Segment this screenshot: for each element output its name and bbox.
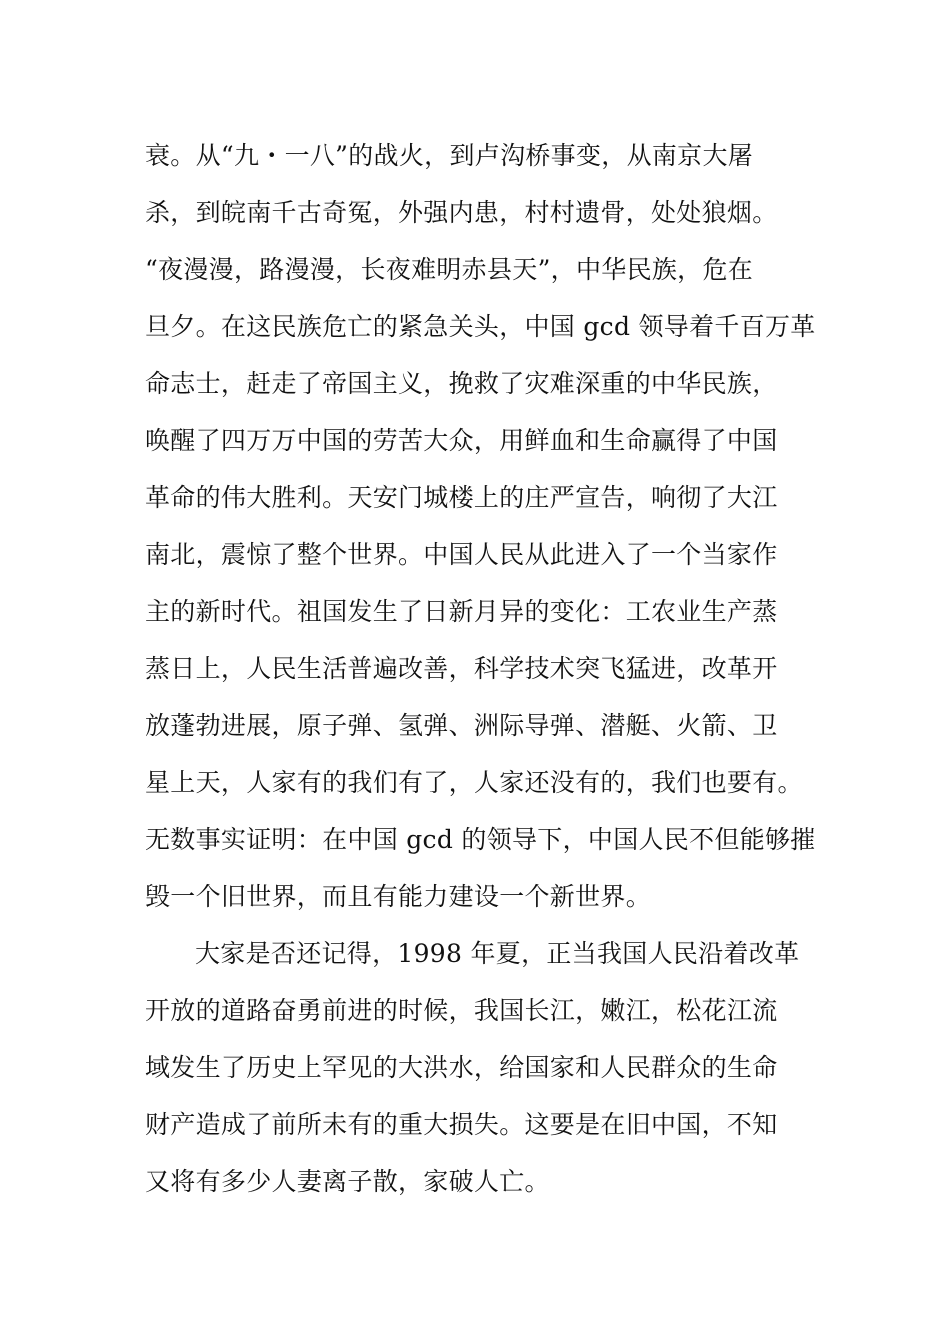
text-line: 开放的道路奋勇前进的时候，我国长江，嫩江，松花江流 [145,996,778,1025]
text-line: 革命的伟大胜利。天安门城楼上的庄严宣告，响彻了大江 [145,483,778,512]
text-line: 又将有多少人妻离子散，家破人亡。 [145,1167,550,1196]
text-line: 蒸日上，人民生活普遍改善，科学技术突飞猛进，改革开 [145,654,778,683]
text-line: 放蓬勃进展，原子弹、氢弹、洲际导弹、潜艇、火箭、卫 [145,711,778,740]
paragraph-1 [145,127,816,925]
text-line: 旦夕。在这民族危亡的紧急关头，中国 gcd 领导着千百万革 [145,312,816,341]
text-line: 无数事实证明：在中国 gcd 的领导下，中国人民不但能够摧 [145,825,816,854]
text-line: 毁一个旧世界，而且有能力建设一个新世界。 [145,882,652,911]
text-line: 域发生了历史上罕见的大洪水，给国家和人民群众的生命 [145,1053,778,1082]
text-line: 主的新时代。祖国发生了日新月异的变化：工农业生产蒸 [145,597,778,626]
paragraph-2 [145,925,810,1210]
text-line: 命志士，赶走了帝国主义，挽救了灾难深重的中华民族， [145,369,778,398]
text-line: 杀，到皖南千古奇冤，外强内患，村村遗骨，处处狼烟。 [145,198,778,227]
text-line: 衰。从“九・一八”的战火，到卢沟桥事变，从南京大屠 [145,141,754,170]
text-line-indented: 大家是否还记得，1998 年夏，正当我国人民沿着改革 [195,939,800,968]
text-line: 南北，震惊了整个世界。中国人民从此进入了一个当家作 [145,540,778,569]
text-line: 唤醒了四万万中国的劳苦大众，用鲜血和生命赢得了中国 [145,426,778,455]
text-line: 星上天，人家有的我们有了，人家还没有的，我们也要有。 [145,768,803,797]
body-text [145,127,816,1210]
text-line: “夜漫漫，路漫漫，长夜难明赤县天”，中华民族，危在 [145,255,754,284]
text-line: 财产造成了前所未有的重大损失。这要是在旧中国，不知 [145,1110,778,1139]
